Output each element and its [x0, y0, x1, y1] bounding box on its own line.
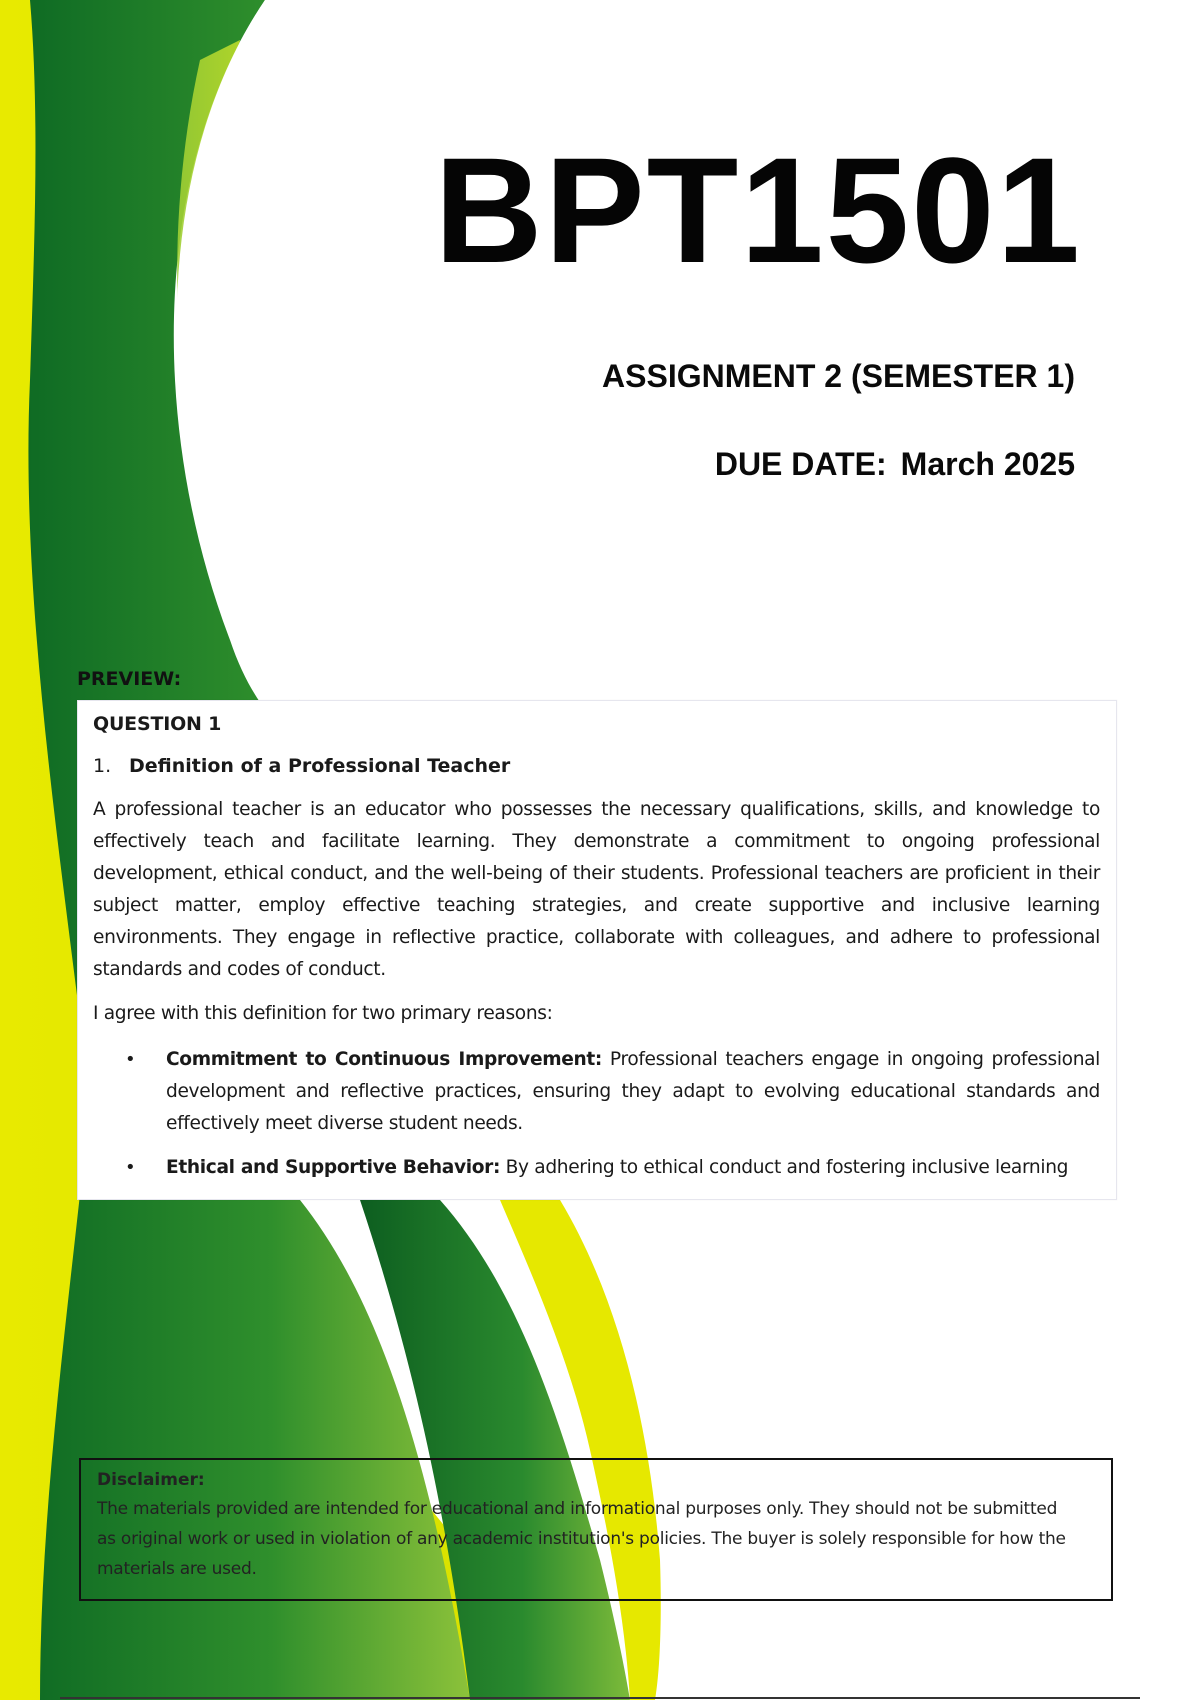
assignment-subtitle: ASSIGNMENT 2 (SEMESTER 1) — [602, 358, 1075, 394]
list-item-text: Professional teachers engage in ongoing professional development and reflective practices, ensuring they adapt to evolving educational standards and effectively meet diverse student needs. — [166, 1049, 1100, 1134]
bullet-icon: • — [125, 1157, 136, 1178]
due-date-line — [715, 446, 1075, 483]
list-item — [93, 1044, 1100, 1140]
list-item-title: Ethical and Supportive Behavior: — [166, 1157, 501, 1178]
due-date-label: DUE DATE: — [714, 446, 887, 482]
list-item — [93, 1152, 1100, 1184]
course-code-title: BPT1501 — [434, 126, 1082, 294]
definition-paragraph: A professional teacher is an educator who possesses the necessary qualifications, skills, and knowledge to effectively teach and facilitate learning. They demonstrate a commitment to ongoing professional development, ethical conduct, and the well-being of their students. Professional teachers are proficient in their subject matter, employ effective teaching strategies, and create supportive and inclusive learning environments. They engage in reflective practice, collaborate with colleagues, and adhere to professional standards and codes of conduct. — [93, 799, 1100, 980]
list-item-text: By adhering to ethical conduct and fostering inclusive learning — [505, 1157, 1069, 1178]
section-heading-text: Definition of a Professional Teacher — [129, 755, 511, 777]
bottom-divider — [60, 1697, 1140, 1699]
question-title: QUESTION 1 — [93, 713, 222, 735]
preview-excerpt-box — [77, 700, 1117, 1200]
white-space-shape — [177, 0, 1200, 700]
bullet-icon: • — [125, 1049, 136, 1070]
section-heading — [93, 755, 1100, 777]
disclaimer-box — [79, 1458, 1113, 1601]
list-item-title: Commitment to Continuous Improvement: — [166, 1049, 602, 1070]
section-heading-number: 1. — [93, 755, 112, 777]
disclaimer-text: The materials provided are intended for educational and informational purposes only. They should not be submitted as original work or used in violation of any academic institution's policies. The buyer is solely responsible for how the materials are used. — [97, 1499, 1066, 1579]
disclaimer-title: Disclaimer: — [97, 1470, 205, 1490]
agreement-paragraph: I agree with this definition for two primary reasons: — [93, 1003, 553, 1024]
due-date-value: March 2025 — [900, 446, 1075, 482]
reasons-list — [93, 1044, 1100, 1184]
preview-label: PREVIEW: — [77, 668, 182, 690]
